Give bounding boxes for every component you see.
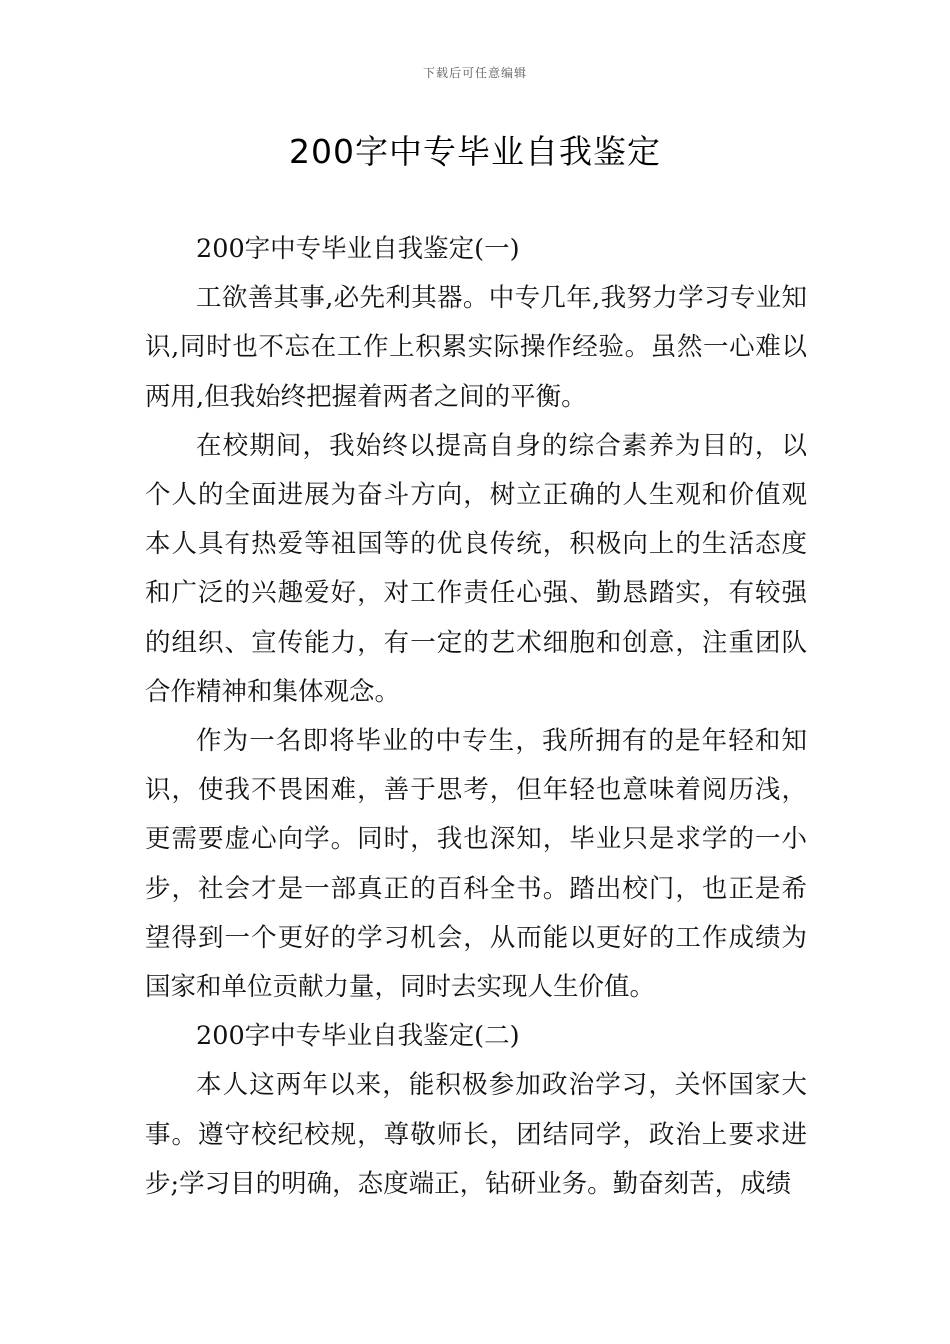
paragraph-2: 在校期间，我始终以提高自身的综合素养为目的，以个人的全面进展为奋斗方向，树立正确的人生观和价值观本人具有热爱等祖国等的优良传统，积极向上的生活态度和广泛的兴趣爱好，对工作责任心强、勤恳踏实，有较强的组织、宣传能力，有一定的艺术细胞和创意，注重团队合作精神和集体观念。: [145, 430, 807, 707]
document-body: [145, 225, 807, 1209]
header-note: 下载后可任意编辑: [422, 66, 527, 80]
paragraph-1: 工欲善其事,必先利其器。中专几年,我努力学习专业知识,同时也不忘在工作上积累实际操作经验。虽然一心难以两用,但我始终把握着两者之间的平衡。: [145, 283, 807, 412]
section-heading-1: 200字中专毕业自我鉴定(一): [196, 234, 520, 264]
document-title: 200字中专毕业自我鉴定: [289, 132, 661, 171]
paragraph-3: 作为一名即将毕业的中专生，我所拥有的是年轻和知识，使我不畏困难，善于思考，但年轻也意味着阅历浅，更需要虚心向学。同时，我也深知，毕业只是求学的一小步，社会才是一部真正的百科全书。踏出校门，也正是希望得到一个更好的学习机会，从而能以更好的工作成绩为国家和单位贡献力量，同时去实现人生价值。: [145, 726, 807, 1003]
paragraph-4: 本人这两年以来，能积极参加政治学习，关怀国家大事。遵守校纪校规，尊敬师长，团结同学，政治上要求进步;学习目的明确，态度端正，钻研业务。勤奋刻苦，成绩: [145, 1070, 807, 1199]
section-heading-2: 200字中专毕业自我鉴定(二): [196, 1021, 520, 1052]
